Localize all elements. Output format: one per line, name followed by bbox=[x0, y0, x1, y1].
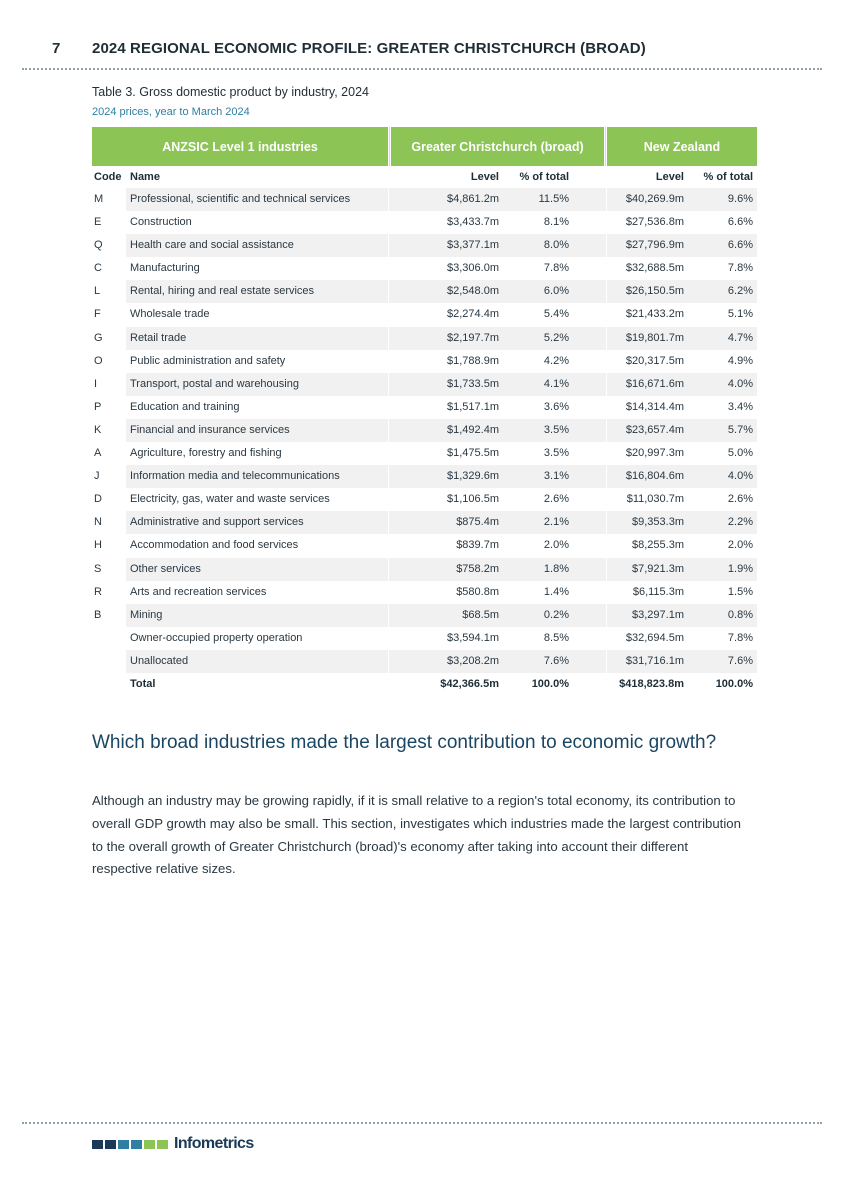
table-row bbox=[92, 327, 757, 350]
table-row bbox=[92, 511, 757, 534]
row-region-level: $1,106.5m bbox=[447, 493, 499, 506]
column-rule bbox=[606, 280, 607, 303]
table-row bbox=[92, 558, 757, 581]
row-region-level: $3,377.1m bbox=[447, 239, 499, 252]
row-nz-pct: 2.0% bbox=[727, 539, 753, 552]
col-region-pct: % of total bbox=[519, 171, 569, 183]
logo-text: Infometrics bbox=[174, 1135, 254, 1152]
row-code: C bbox=[94, 262, 102, 275]
row-region-pct: 3.6% bbox=[543, 400, 569, 413]
row-code: K bbox=[94, 423, 102, 436]
row-nz-pct: 7.8% bbox=[727, 631, 753, 644]
col-nz-pct: % of total bbox=[703, 171, 753, 183]
row-region-level: $2,548.0m bbox=[447, 285, 499, 298]
row-region-pct: 2.1% bbox=[543, 516, 569, 529]
section-body: Although an industry may be growing rapidly, if it is small relative to a region's total economy, its contribution to overall GDP growth may also be small. This section, investigates which industries made the largest contribution to the overall growth of Greater Christchurch (broad)'s economy after taking into account their different respective relative sizes. bbox=[92, 793, 741, 877]
row-name: Accommodation and food services bbox=[130, 539, 299, 552]
row-code: B bbox=[94, 608, 102, 621]
column-rule bbox=[606, 396, 607, 419]
column-rule bbox=[606, 234, 607, 257]
col-region-level: Level bbox=[470, 171, 499, 183]
table-row bbox=[92, 604, 757, 627]
row-region-level: $1,517.1m bbox=[447, 400, 499, 413]
row-code: G bbox=[94, 331, 103, 344]
table-row bbox=[92, 534, 757, 557]
row-code: M bbox=[94, 193, 104, 205]
row-code: H bbox=[94, 539, 102, 552]
row-name: Health care and social assistance bbox=[130, 239, 294, 252]
row-nz-pct: 5.7% bbox=[727, 423, 753, 436]
row-nz-pct: 4.7% bbox=[727, 331, 753, 344]
row-name: Professional, scientific and technical services bbox=[130, 193, 351, 205]
row-name: Administrative and support services bbox=[130, 516, 304, 529]
column-rule bbox=[606, 673, 607, 696]
row-nz-level: $32,694.5m bbox=[625, 631, 684, 644]
logo-square bbox=[92, 1140, 103, 1149]
row-name: Arts and recreation services bbox=[130, 585, 267, 598]
row-nz-pct: 2.6% bbox=[727, 493, 753, 506]
row-code: I bbox=[94, 377, 98, 390]
column-rule bbox=[388, 350, 389, 373]
logo-squares bbox=[92, 1140, 170, 1149]
header-region: Greater Christchurch (broad) bbox=[391, 127, 604, 166]
column-headers bbox=[92, 166, 757, 188]
row-name: Owner-occupied property operation bbox=[130, 631, 303, 644]
row-region-level: $1,329.6m bbox=[447, 470, 499, 483]
row-region-pct: 2.0% bbox=[543, 539, 569, 552]
row-name: Mining bbox=[130, 608, 163, 621]
row-nz-pct: 4.0% bbox=[727, 377, 753, 390]
col-code: Code bbox=[94, 171, 122, 183]
column-rule bbox=[388, 257, 389, 280]
logo-square bbox=[131, 1140, 142, 1149]
row-nz-level: $40,269.9m bbox=[625, 193, 684, 205]
row-region-pct: 7.8% bbox=[543, 262, 569, 275]
column-rule bbox=[388, 303, 389, 326]
row-code: J bbox=[94, 470, 100, 483]
row-region-pct: 4.2% bbox=[543, 354, 569, 367]
table-row bbox=[92, 442, 757, 465]
column-rule bbox=[388, 188, 389, 211]
column-rule bbox=[388, 511, 389, 534]
column-rule bbox=[388, 558, 389, 581]
table-total-row bbox=[92, 673, 757, 696]
table-body bbox=[92, 188, 757, 696]
row-name: Electricity, gas, water and waste services bbox=[130, 493, 330, 506]
row-name: Retail trade bbox=[130, 331, 187, 344]
column-rule bbox=[606, 257, 607, 280]
row-code: A bbox=[94, 447, 102, 460]
table-row bbox=[92, 581, 757, 604]
column-rule bbox=[388, 534, 389, 557]
row-region-pct: 8.1% bbox=[543, 216, 569, 229]
row-name: Transport, postal and warehousing bbox=[130, 377, 299, 390]
column-rule bbox=[606, 327, 607, 350]
row-nz-pct: 6.6% bbox=[727, 216, 753, 229]
row-region-level: $3,433.7m bbox=[447, 216, 499, 229]
row-nz-pct: 4.9% bbox=[727, 354, 753, 367]
column-rule bbox=[606, 604, 607, 627]
column-rule bbox=[606, 511, 607, 534]
column-rule bbox=[388, 373, 389, 396]
infometrics-logo bbox=[92, 1134, 254, 1154]
row-nz-level: $32,688.5m bbox=[625, 262, 684, 275]
row-nz-level: $3,297.1m bbox=[632, 608, 684, 621]
row-nz-pct: 6.2% bbox=[727, 285, 753, 298]
table-row bbox=[92, 280, 757, 303]
row-region-level: $1,788.9m bbox=[447, 354, 499, 367]
column-rule bbox=[388, 627, 389, 650]
table-row bbox=[92, 419, 757, 442]
row-nz-level: $20,317.5m bbox=[625, 354, 684, 367]
row-region-level: $758.2m bbox=[456, 562, 499, 575]
row-nz-level: $14,314.4m bbox=[625, 400, 684, 413]
row-nz-level: $9,353.3m bbox=[632, 516, 684, 529]
table-row bbox=[92, 396, 757, 419]
column-rule bbox=[606, 465, 607, 488]
table-row bbox=[92, 465, 757, 488]
row-region-level: $839.7m bbox=[456, 539, 499, 552]
row-name: Total bbox=[130, 677, 156, 690]
row-name: Financial and insurance services bbox=[130, 423, 290, 436]
row-region-pct: 0.2% bbox=[543, 608, 569, 621]
row-nz-pct: 1.9% bbox=[727, 562, 753, 575]
gdp-table bbox=[92, 127, 757, 696]
row-name: Wholesale trade bbox=[130, 308, 210, 321]
column-rule bbox=[388, 673, 389, 696]
table-row bbox=[92, 211, 757, 234]
column-rule bbox=[388, 465, 389, 488]
logo-square bbox=[144, 1140, 155, 1149]
column-rule bbox=[388, 650, 389, 673]
row-region-pct: 6.0% bbox=[543, 285, 569, 298]
row-code: N bbox=[94, 516, 102, 529]
column-rule bbox=[606, 627, 607, 650]
row-nz-level: $6,115.3m bbox=[632, 585, 684, 598]
row-region-level: $1,733.5m bbox=[447, 377, 499, 390]
row-nz-pct: 0.8% bbox=[727, 608, 753, 621]
row-nz-level: $23,657.4m bbox=[625, 423, 684, 436]
row-code: E bbox=[94, 216, 102, 229]
row-region-level: $4,861.2m bbox=[447, 193, 499, 205]
row-name: Information media and telecommunications bbox=[130, 470, 340, 483]
table-row bbox=[92, 350, 757, 373]
col-name: Name bbox=[130, 171, 160, 183]
table-subtitle: 2024 prices, year to March 2024 bbox=[92, 106, 250, 118]
logo-square bbox=[118, 1140, 129, 1149]
row-region-pct: 5.2% bbox=[543, 331, 569, 344]
row-nz-pct: 1.5% bbox=[727, 585, 753, 598]
row-nz-pct: 6.6% bbox=[727, 239, 753, 252]
column-rule bbox=[606, 188, 607, 211]
row-nz-level: $27,536.8m bbox=[625, 216, 684, 229]
row-region-pct: 5.4% bbox=[543, 308, 569, 321]
table-title: Table 3. Gross domestic product by industry, 2024 bbox=[92, 85, 369, 99]
row-region-pct: 1.8% bbox=[543, 562, 569, 575]
row-code: F bbox=[94, 308, 101, 321]
row-region-level: $42,366.5m bbox=[440, 677, 499, 690]
table-row bbox=[92, 650, 757, 673]
row-region-pct: 4.1% bbox=[543, 377, 569, 390]
table-row bbox=[92, 188, 757, 211]
column-rule bbox=[606, 581, 607, 604]
column-rule bbox=[606, 534, 607, 557]
row-nz-level: $26,150.5m bbox=[625, 285, 684, 298]
row-nz-level: $21,433.2m bbox=[625, 308, 684, 321]
header-nz: New Zealand bbox=[607, 127, 757, 166]
column-rule bbox=[388, 488, 389, 511]
table-row bbox=[92, 303, 757, 326]
row-nz-pct: 5.1% bbox=[727, 308, 753, 321]
table-row bbox=[92, 234, 757, 257]
footer-divider bbox=[22, 1122, 822, 1124]
row-nz-pct: 2.2% bbox=[727, 516, 753, 529]
row-region-pct: 1.4% bbox=[543, 585, 569, 598]
row-nz-level: $16,671.6m bbox=[625, 377, 684, 390]
row-nz-level: $8,255.3m bbox=[632, 539, 684, 552]
row-region-pct: 3.1% bbox=[543, 470, 569, 483]
row-region-level: $580.8m bbox=[456, 585, 499, 598]
page-header bbox=[52, 40, 822, 62]
row-name: Agriculture, forestry and fishing bbox=[130, 447, 282, 460]
row-name: Manufacturing bbox=[130, 262, 200, 275]
row-name: Education and training bbox=[130, 400, 240, 413]
header-industries: ANZSIC Level 1 industries bbox=[92, 127, 388, 166]
row-region-pct: 7.6% bbox=[543, 654, 569, 667]
column-rule bbox=[606, 488, 607, 511]
column-rule bbox=[606, 558, 607, 581]
row-region-level: $1,492.4m bbox=[447, 423, 499, 436]
table-row bbox=[92, 373, 757, 396]
column-rule bbox=[388, 280, 389, 303]
row-name: Public administration and safety bbox=[130, 354, 286, 367]
row-nz-level: $418,823.8m bbox=[619, 677, 684, 690]
row-region-pct: 8.0% bbox=[543, 239, 569, 252]
row-region-pct: 3.5% bbox=[543, 423, 569, 436]
page-number: 7 bbox=[52, 40, 61, 57]
row-region-pct: 2.6% bbox=[543, 493, 569, 506]
row-nz-level: $27,796.9m bbox=[625, 239, 684, 252]
row-code: P bbox=[94, 400, 102, 413]
column-rule bbox=[388, 419, 389, 442]
column-rule bbox=[606, 303, 607, 326]
column-rule bbox=[606, 419, 607, 442]
row-nz-pct: 7.8% bbox=[727, 262, 753, 275]
row-code: Q bbox=[94, 239, 103, 252]
column-rule bbox=[388, 604, 389, 627]
row-nz-level: $16,804.6m bbox=[625, 470, 684, 483]
row-name: Other services bbox=[130, 562, 201, 575]
row-name: Unallocated bbox=[130, 654, 189, 667]
row-nz-pct: 9.6% bbox=[727, 193, 753, 205]
col-nz-level: Level bbox=[655, 171, 684, 183]
column-rule bbox=[388, 396, 389, 419]
row-name: Construction bbox=[130, 216, 192, 229]
row-nz-pct: 7.6% bbox=[727, 654, 753, 667]
column-rule bbox=[388, 211, 389, 234]
row-nz-pct: 3.4% bbox=[727, 400, 753, 413]
row-nz-level: $20,997.3m bbox=[625, 447, 684, 460]
row-code: L bbox=[94, 285, 101, 298]
row-nz-level: $19,801.7m bbox=[625, 331, 684, 344]
row-nz-level: $31,716.1m bbox=[625, 654, 684, 667]
report-title: 2024 REGIONAL ECONOMIC PROFILE: GREATER CHRISTCHURCH (BROAD) bbox=[92, 40, 646, 57]
section-heading: Which broad industries made the largest contribution to economic growth? bbox=[92, 732, 717, 753]
row-nz-pct: 100.0% bbox=[715, 677, 753, 690]
logo-square bbox=[105, 1140, 116, 1149]
table-row bbox=[92, 627, 757, 650]
column-rule bbox=[606, 350, 607, 373]
row-code: S bbox=[94, 562, 102, 575]
row-region-level: $68.5m bbox=[462, 608, 499, 621]
row-nz-pct: 5.0% bbox=[727, 447, 753, 460]
header-divider bbox=[22, 68, 822, 70]
row-nz-level: $7,921.3m bbox=[632, 562, 684, 575]
column-rule bbox=[606, 442, 607, 465]
logo-square bbox=[157, 1140, 168, 1149]
row-region-level: $1,475.5m bbox=[447, 447, 499, 460]
row-code: D bbox=[94, 493, 102, 506]
row-nz-level: $11,030.7m bbox=[626, 493, 684, 506]
table-row bbox=[92, 488, 757, 511]
table-row bbox=[92, 257, 757, 280]
column-rule bbox=[606, 650, 607, 673]
row-code: O bbox=[94, 354, 103, 367]
row-nz-pct: 4.0% bbox=[727, 470, 753, 483]
column-rule bbox=[388, 581, 389, 604]
row-region-level: $875.4m bbox=[456, 516, 499, 529]
row-name: Rental, hiring and real estate services bbox=[130, 285, 315, 298]
row-region-level: $2,274.4m bbox=[447, 308, 499, 321]
row-code: R bbox=[94, 585, 102, 598]
column-rule bbox=[388, 327, 389, 350]
table-group-header bbox=[92, 127, 757, 166]
row-region-pct: 100.0% bbox=[531, 677, 569, 690]
column-rule bbox=[388, 442, 389, 465]
row-region-level: $3,208.2m bbox=[447, 654, 499, 667]
row-region-level: $3,306.0m bbox=[447, 262, 499, 275]
row-region-level: $3,594.1m bbox=[447, 631, 499, 644]
column-rule bbox=[606, 373, 607, 396]
row-region-level: $2,197.7m bbox=[447, 331, 499, 344]
row-region-pct: 11.5% bbox=[538, 193, 569, 205]
row-region-pct: 3.5% bbox=[543, 447, 569, 460]
column-rule bbox=[388, 234, 389, 257]
column-rule bbox=[606, 211, 607, 234]
row-region-pct: 8.5% bbox=[543, 631, 569, 644]
